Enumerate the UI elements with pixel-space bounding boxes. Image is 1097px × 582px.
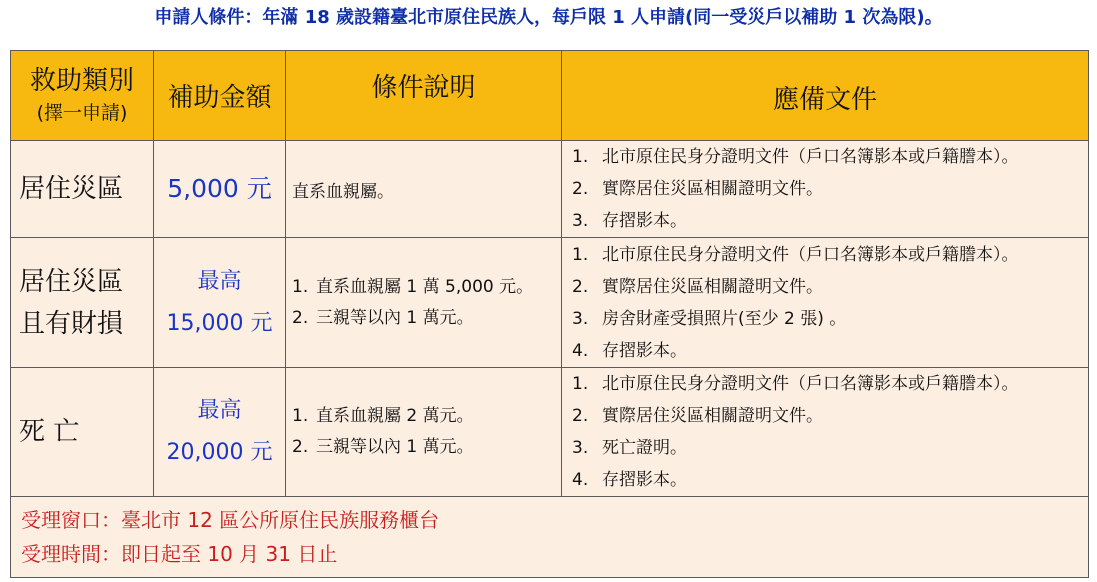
aid-type-line: 居住災區 (19, 266, 124, 297)
documents-cell (562, 368, 1089, 497)
document-item: 2. 實際居住災區相關證明文件。 (572, 179, 823, 199)
document-item: 3. 存摺影本。 (572, 211, 687, 231)
eligibility-title: 申請人條件：年滿 18 歲設籍臺北市原住民族人，每戶限 1 人申請(同一受災戶以補助 1 次為限)。 (154, 7, 943, 28)
conditions-cell (286, 368, 562, 497)
document-item: 3. 房舍財產受損照片(至少 2 張) 。 (572, 308, 847, 329)
service-office: 受理窗口：臺北市 12 區公所原住民族服務櫃台 (21, 508, 440, 532)
header-conditions: 條件說明 (286, 51, 562, 141)
amount-line: 5,000 元 (167, 174, 272, 203)
footer-cell (11, 497, 1089, 578)
documents-cell (562, 141, 1089, 238)
document-item: 3. 死亡證明。 (572, 438, 687, 458)
header-aid-type-note: (擇一申請) (36, 101, 128, 124)
aid-type-line: 居住災區 (19, 174, 124, 204)
condition-item: 1. 直系血親屬 1 萬 5,000 元。 (292, 276, 534, 297)
amount-cell (154, 238, 286, 368)
amount-cell (154, 368, 286, 497)
document-item: 4. 存摺影本。 (572, 470, 687, 490)
document-item: 2. 實際居住災區相關證明文件。 (572, 406, 823, 426)
condition-item: 1. 直系血親屬 2 萬元。 (292, 406, 474, 426)
conditions-cell (286, 141, 562, 238)
header-documents: 應備文件 (562, 51, 1089, 141)
condition-text: 直系血親屬。 (292, 181, 394, 202)
amount-line: 15,000 元 (166, 310, 273, 336)
header-row (11, 51, 1089, 141)
documents-cell (562, 238, 1089, 368)
document-item: 4. 存摺影本。 (572, 340, 687, 361)
amount-cell (154, 141, 286, 238)
aid-table (10, 50, 1089, 578)
aid-type-cell (11, 141, 154, 238)
condition-item: 2. 三親等以內 1 萬元。 (292, 307, 474, 328)
amount-line: 20,000 元 (166, 440, 273, 465)
conditions-cell (286, 238, 562, 368)
table-row (11, 368, 1089, 497)
aid-type-cell (11, 238, 154, 368)
service-period: 受理時間：即日起至 10 月 31 日止 (21, 542, 338, 566)
table-row (11, 238, 1089, 368)
aid-type-line: 死 亡 (19, 417, 80, 447)
document-item: 1. 北市原住民身分證明文件（戶口名簿影本或戶籍謄本）。 (572, 147, 1019, 167)
footer-row (11, 497, 1089, 578)
document-item: 1. 北市原住民身分證明文件（戶口名簿影本或戶籍謄本）。 (572, 244, 1019, 265)
amount-prefix: 最高 (197, 268, 242, 294)
header-amount: 補助金額 (154, 51, 286, 141)
aid-type-line: 且有財損 (19, 308, 124, 339)
document-item: 2. 實際居住災區相關證明文件。 (572, 276, 823, 297)
amount-prefix: 最高 (197, 398, 242, 423)
condition-item: 2. 三親等以內 1 萬元。 (292, 437, 474, 457)
table-row (11, 141, 1089, 238)
header-aid-type-label: 救助類別 (29, 65, 134, 96)
aid-type-cell (11, 368, 154, 497)
document-item: 1. 北市原住民身分證明文件（戶口名簿影本或戶籍謄本）。 (572, 374, 1019, 394)
header-aid-type (11, 51, 154, 141)
